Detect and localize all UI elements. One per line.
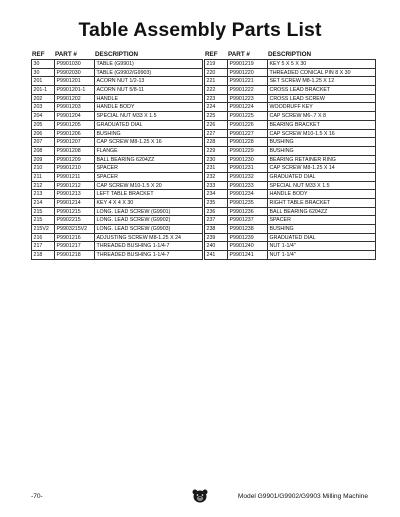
part-number-cell: P9901229 bbox=[228, 147, 268, 155]
table-body bbox=[31, 59, 203, 260]
part-number-cell: P9901224 bbox=[228, 103, 268, 111]
table-row bbox=[32, 69, 202, 78]
part-number-cell: P9901227 bbox=[228, 130, 268, 138]
table-row bbox=[205, 138, 375, 147]
parts-table-left bbox=[31, 50, 203, 260]
description-cell: HANDLE BODY bbox=[96, 104, 135, 111]
ref-cell: 207 bbox=[32, 138, 55, 146]
part-number-cell: P9901217 bbox=[55, 242, 95, 250]
part-number-cell: P9901212 bbox=[55, 182, 95, 190]
model-caption: Model G9901/G9902/G9903 Milling Machine bbox=[237, 493, 368, 500]
ref-cell: 201 bbox=[32, 77, 55, 85]
header-description: DESCRIPTION bbox=[268, 51, 312, 58]
description-cell: SPACER bbox=[96, 173, 118, 180]
description-cell: KEY 5 X 5 X 30 bbox=[269, 61, 307, 67]
description-cell: CAP SCREW M8-1.25 X 16 bbox=[96, 139, 162, 146]
table-row bbox=[32, 103, 202, 112]
description-cell: SPACER bbox=[269, 217, 291, 224]
ref-cell: 240 bbox=[205, 242, 228, 250]
part-number-cell: P9901220 bbox=[228, 69, 268, 77]
table-row bbox=[205, 130, 375, 139]
ref-cell: 230 bbox=[205, 156, 228, 164]
part-number-cell: P9901203 bbox=[55, 103, 95, 111]
ref-cell: 204 bbox=[32, 112, 55, 120]
bear-logo-icon bbox=[192, 489, 208, 503]
table-row bbox=[205, 216, 375, 225]
page-number: -70- bbox=[31, 493, 43, 500]
ref-cell: 210 bbox=[32, 164, 55, 172]
part-number-cell: P9901208 bbox=[55, 147, 95, 155]
description-cell: THREADED CONICAL PIN 8 X 30 bbox=[269, 69, 351, 76]
ref-cell: 206 bbox=[32, 130, 55, 138]
ref-cell: 234 bbox=[205, 190, 228, 198]
ref-cell: 227 bbox=[205, 130, 228, 138]
part-number-cell: P9901221 bbox=[228, 77, 268, 85]
description-cell: CAP SCREW M6-.7 X 8 bbox=[269, 113, 326, 120]
ref-cell: 228 bbox=[205, 138, 228, 146]
description-cell: LONG. LEAD SCREW (G9903) bbox=[96, 226, 171, 233]
description-cell: FLANGE bbox=[96, 147, 118, 154]
ref-cell: 30 bbox=[32, 69, 55, 77]
description-cell: TABLE (G9901) bbox=[96, 61, 134, 67]
description-cell: NUT 1-1/4" bbox=[269, 243, 296, 250]
table-row bbox=[32, 182, 202, 191]
ref-cell: 221 bbox=[205, 77, 228, 85]
description-cell: TABLE (G9902/G9903) bbox=[96, 69, 152, 76]
ref-cell: 222 bbox=[205, 86, 228, 94]
ref-cell: 211 bbox=[32, 173, 55, 181]
description-cell: BALL BEARING 6204ZZ bbox=[96, 156, 155, 163]
description-cell: ADJUSTING SCREW M8-1.25 X 24 bbox=[96, 234, 181, 241]
part-number-cell: P9901201-1 bbox=[55, 86, 95, 94]
ref-cell: 232 bbox=[205, 173, 228, 181]
part-number-cell: P9901231 bbox=[228, 164, 268, 172]
ref-cell: 235 bbox=[205, 199, 228, 207]
page-title: Table Assembly Parts List bbox=[78, 19, 322, 41]
ref-cell: 219 bbox=[205, 60, 228, 68]
table-row bbox=[32, 60, 202, 69]
table-row bbox=[205, 77, 375, 86]
header-description: DESCRIPTION bbox=[95, 51, 139, 58]
description-cell: LONG. LEAD SCREW (G9901) bbox=[96, 208, 171, 215]
ref-cell: 30 bbox=[32, 60, 55, 68]
part-number-cell: P9901240 bbox=[228, 242, 268, 250]
description-cell: LONG. LEAD SCREW (G9902) bbox=[96, 217, 171, 224]
ref-cell: 236 bbox=[205, 208, 228, 216]
description-cell: CAP SCREW M10-1.5 X 16 bbox=[269, 130, 335, 137]
table-row bbox=[32, 138, 202, 147]
description-cell: BUSHING bbox=[269, 226, 294, 233]
part-number-cell: P9901233 bbox=[228, 182, 268, 190]
part-number-cell: P9901210 bbox=[55, 164, 95, 172]
description-cell: SET SCREW M8-1.25 X 12 bbox=[269, 78, 335, 85]
table-row bbox=[32, 121, 202, 130]
table-header bbox=[31, 50, 203, 59]
table-row bbox=[32, 95, 202, 104]
table-row bbox=[32, 199, 202, 208]
ref-cell: 201-1 bbox=[32, 86, 55, 94]
description-cell: SPECIAL NUT M33 X 1.5 bbox=[96, 113, 157, 120]
table-row bbox=[205, 190, 375, 199]
table-row bbox=[32, 234, 202, 243]
table-row bbox=[205, 225, 375, 234]
description-cell: GRADUATED DIAL bbox=[269, 173, 316, 180]
ref-cell: 202 bbox=[32, 95, 55, 103]
table-row bbox=[205, 121, 375, 130]
description-cell: GRADUATED DIAL bbox=[96, 121, 143, 128]
header-ref: REF bbox=[205, 51, 218, 58]
table-row bbox=[205, 164, 375, 173]
part-number-cell: P9901219 bbox=[228, 60, 268, 68]
part-number-cell: P9901030 bbox=[55, 60, 95, 68]
ref-cell: 220 bbox=[205, 69, 228, 77]
table-row bbox=[205, 60, 375, 69]
ref-cell: 223 bbox=[205, 95, 228, 103]
description-cell: BEARING BRACKET bbox=[269, 121, 320, 128]
ref-cell: 216 bbox=[32, 234, 55, 242]
table-row bbox=[32, 225, 202, 234]
description-cell: HANDLE BODY bbox=[269, 191, 308, 198]
table-row bbox=[32, 112, 202, 121]
ref-cell: 237 bbox=[205, 216, 228, 224]
ref-cell: 215 bbox=[32, 208, 55, 216]
ref-cell: 208 bbox=[32, 147, 55, 155]
ref-cell: 213 bbox=[32, 190, 55, 198]
part-number-cell: P9901213 bbox=[55, 190, 95, 198]
header-part: PART # bbox=[55, 51, 77, 58]
part-number-cell: P9901211 bbox=[55, 173, 95, 181]
table-row bbox=[205, 103, 375, 112]
part-number-cell: P9901202 bbox=[55, 95, 95, 103]
table-row bbox=[205, 86, 375, 95]
description-cell: BALL BEARING 6204ZZ bbox=[269, 208, 328, 215]
ref-cell: 212 bbox=[32, 182, 55, 190]
part-number-cell: P9901205 bbox=[55, 121, 95, 129]
part-number-cell: P9901218 bbox=[55, 251, 95, 259]
description-cell: CROSS LEAD SCREW bbox=[269, 95, 325, 102]
part-number-cell: P9903215V2 bbox=[55, 225, 95, 233]
part-number-cell: P9901206 bbox=[55, 130, 95, 138]
table-row bbox=[32, 190, 202, 199]
ref-cell: 217 bbox=[32, 242, 55, 250]
parts-table-right bbox=[204, 50, 376, 260]
ref-cell: 215 bbox=[32, 216, 55, 224]
part-number-cell: P9902215 bbox=[55, 216, 95, 224]
description-cell: BUSHING bbox=[96, 130, 121, 137]
part-number-cell: P9901230 bbox=[228, 156, 268, 164]
part-number-cell: P9901226 bbox=[228, 121, 268, 129]
table-row bbox=[205, 69, 375, 78]
description-cell: HANDLE bbox=[96, 95, 118, 102]
description-cell: WOODRUFF KEY bbox=[269, 104, 313, 111]
part-number-cell: P9901228 bbox=[228, 138, 268, 146]
part-number-cell: P9901214 bbox=[55, 199, 95, 207]
ref-cell: 233 bbox=[205, 182, 228, 190]
part-number-cell: P9901235 bbox=[228, 199, 268, 207]
table-row bbox=[32, 77, 202, 86]
header-part: PART # bbox=[228, 51, 250, 58]
part-number-cell: P9901241 bbox=[228, 251, 268, 259]
table-header bbox=[204, 50, 376, 59]
description-cell: CAP SCREW M8-1.25 X 14 bbox=[269, 165, 335, 172]
table-row bbox=[205, 95, 375, 104]
table-row bbox=[32, 173, 202, 182]
part-number-cell: P9901225 bbox=[228, 112, 268, 120]
table-row bbox=[205, 199, 375, 208]
table-row bbox=[32, 130, 202, 139]
table-row bbox=[205, 208, 375, 217]
description-cell: SPECIAL NUT M33 X 1.5 bbox=[269, 182, 330, 189]
description-cell: THREADED BUSHING 1-1/4-7 bbox=[96, 252, 170, 259]
table-row bbox=[32, 216, 202, 225]
part-number-cell: P9901216 bbox=[55, 234, 95, 242]
description-cell: ACORN NUT 1/2-13 bbox=[96, 78, 145, 85]
ref-cell: 205 bbox=[32, 121, 55, 129]
table-row bbox=[205, 173, 375, 182]
ref-cell: 209 bbox=[32, 156, 55, 164]
part-number-cell: P9901209 bbox=[55, 156, 95, 164]
part-number-cell: P9901204 bbox=[55, 112, 95, 120]
description-cell: THREADED BUSHING 1-1/4-7 bbox=[96, 243, 170, 250]
table-row bbox=[205, 147, 375, 156]
part-number-cell: P9901237 bbox=[228, 216, 268, 224]
description-cell: GRADUATED DIAL bbox=[269, 234, 316, 241]
ref-cell: 214 bbox=[32, 199, 55, 207]
ref-cell: 226 bbox=[205, 121, 228, 129]
description-cell: BUSHING bbox=[269, 147, 294, 154]
table-row bbox=[32, 208, 202, 217]
description-cell: SPACER bbox=[96, 165, 118, 172]
ref-cell: 225 bbox=[205, 112, 228, 120]
table-row bbox=[32, 251, 202, 260]
description-cell: CROSS LEAD BRACKET bbox=[269, 87, 331, 94]
ref-cell: 239 bbox=[205, 234, 228, 242]
table-row bbox=[205, 112, 375, 121]
part-number-cell: P9901223 bbox=[228, 95, 268, 103]
part-number-cell: P9901232 bbox=[228, 173, 268, 181]
description-cell: LEFT TABLE BRACKET bbox=[96, 191, 154, 198]
ref-cell: 229 bbox=[205, 147, 228, 155]
table-row bbox=[205, 156, 375, 165]
ref-cell: 218 bbox=[32, 251, 55, 259]
part-number-cell: P9901236 bbox=[228, 208, 268, 216]
ref-cell: 238 bbox=[205, 225, 228, 233]
part-number-cell: P9901201 bbox=[55, 77, 95, 85]
ref-cell: 224 bbox=[205, 103, 228, 111]
part-number-cell: P9902030 bbox=[55, 69, 95, 77]
part-number-cell: P9901207 bbox=[55, 138, 95, 146]
header-ref: REF bbox=[32, 51, 45, 58]
table-row bbox=[32, 164, 202, 173]
table-row bbox=[205, 234, 375, 243]
table-row bbox=[32, 156, 202, 165]
part-number-cell: P9901238 bbox=[228, 225, 268, 233]
description-cell: NUT 1-1/4" bbox=[269, 252, 296, 259]
part-number-cell: P9901222 bbox=[228, 86, 268, 94]
table-row bbox=[32, 147, 202, 156]
part-number-cell: P9901239 bbox=[228, 234, 268, 242]
ref-cell: 203 bbox=[32, 103, 55, 111]
ref-cell: 215V2 bbox=[32, 225, 55, 233]
table-row bbox=[32, 242, 202, 251]
part-number-cell: P9901215 bbox=[55, 208, 95, 216]
part-number-cell: P9901234 bbox=[228, 190, 268, 198]
ref-cell: 241 bbox=[205, 251, 228, 259]
description-cell: BEARING RETAINER RING bbox=[269, 156, 336, 163]
description-cell: ACORN NUT 5/8-11 bbox=[96, 87, 144, 94]
description-cell: RIGHT TABLE BRACKET bbox=[269, 200, 331, 206]
table-row bbox=[205, 242, 375, 251]
description-cell: CAP SCREW M10-1.5 X 20 bbox=[96, 182, 162, 189]
description-cell: BUSHING bbox=[269, 139, 294, 146]
table-row bbox=[32, 86, 202, 95]
table-row bbox=[205, 251, 375, 260]
table-row bbox=[205, 182, 375, 191]
ref-cell: 231 bbox=[205, 164, 228, 172]
description-cell: KEY 4 X 4 X 30 bbox=[96, 200, 134, 206]
table-body bbox=[204, 59, 376, 260]
